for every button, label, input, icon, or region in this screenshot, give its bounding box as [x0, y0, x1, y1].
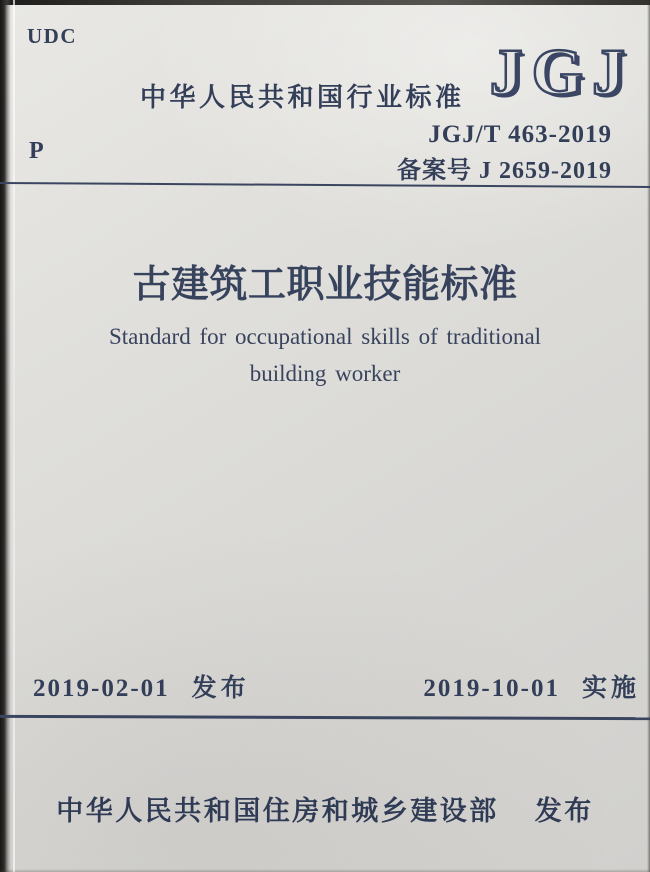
issue-label: 发布 — [191, 674, 250, 702]
main-title-cn: 古建筑工职业技能标准 — [132, 264, 518, 306]
dates-row — [33, 668, 640, 704]
record-number: 备案号 J 2659-2019 — [397, 158, 612, 184]
paper-crease — [13, 0, 15, 872]
subtitle-en-line1: Standard for occupational skills of traditional — [108, 324, 542, 349]
implement-label: 实施 — [581, 674, 640, 702]
bottom-rule — [0, 715, 650, 720]
implement-date: 2019-10-01 — [423, 675, 560, 702]
standard-number: JGJ/T 463-2019 — [428, 121, 612, 148]
photo-edge-left — [0, 0, 11, 872]
implement-date-group — [423, 668, 640, 704]
publisher-row — [0, 789, 650, 828]
udc-label: UDC — [27, 24, 77, 48]
p-classification-label: P — [29, 138, 44, 164]
photo-edge-top — [0, 0, 650, 5]
subtitle-en-line2: building worker — [249, 361, 401, 386]
issue-date-group — [33, 668, 250, 704]
publisher-action-label: 发布 — [534, 796, 594, 826]
jgj-logo: JGJ — [489, 36, 634, 109]
issue-date: 2019-02-01 — [33, 675, 170, 702]
publisher-name: 中华人民共和国住房和城乡建设部 — [56, 796, 499, 826]
standard-category-header: 中华人民共和国行业标准 — [140, 82, 465, 112]
